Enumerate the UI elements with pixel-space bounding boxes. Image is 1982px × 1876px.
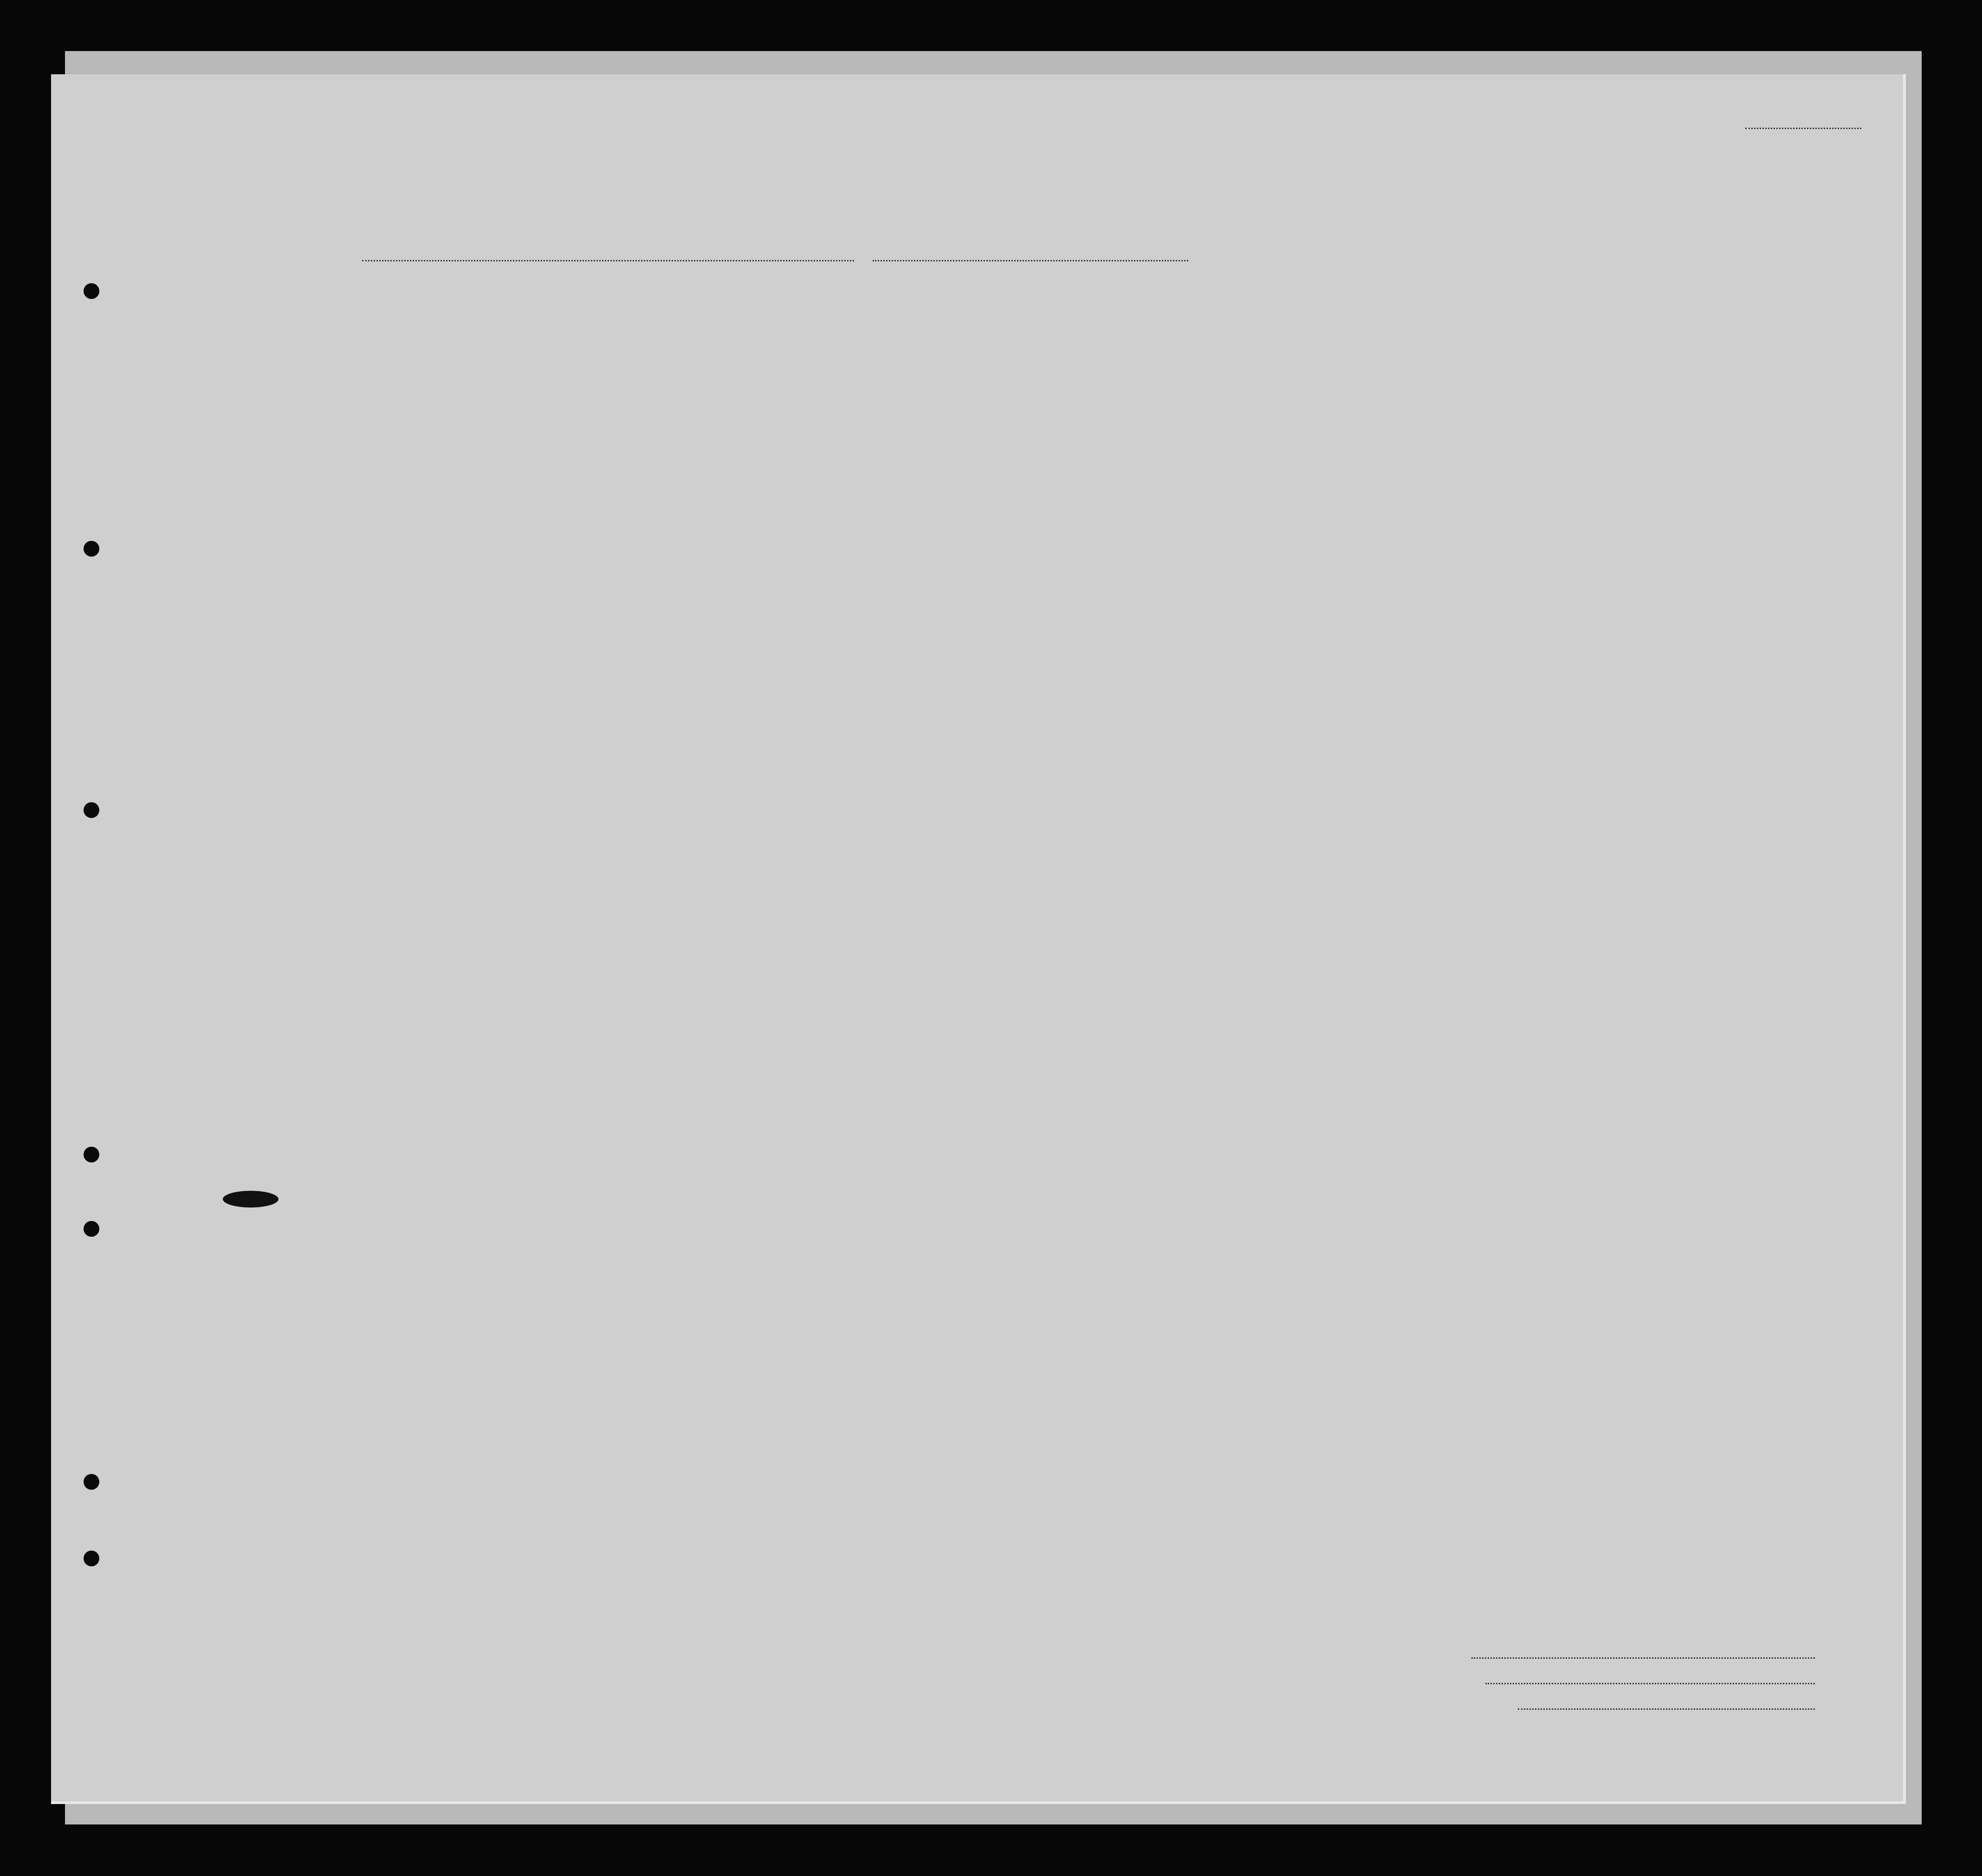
line-underline [1471,1657,1815,1659]
owners-underline [1485,1683,1815,1684]
agents-underline [1518,1708,1815,1710]
ink-blot [223,1191,279,1207]
